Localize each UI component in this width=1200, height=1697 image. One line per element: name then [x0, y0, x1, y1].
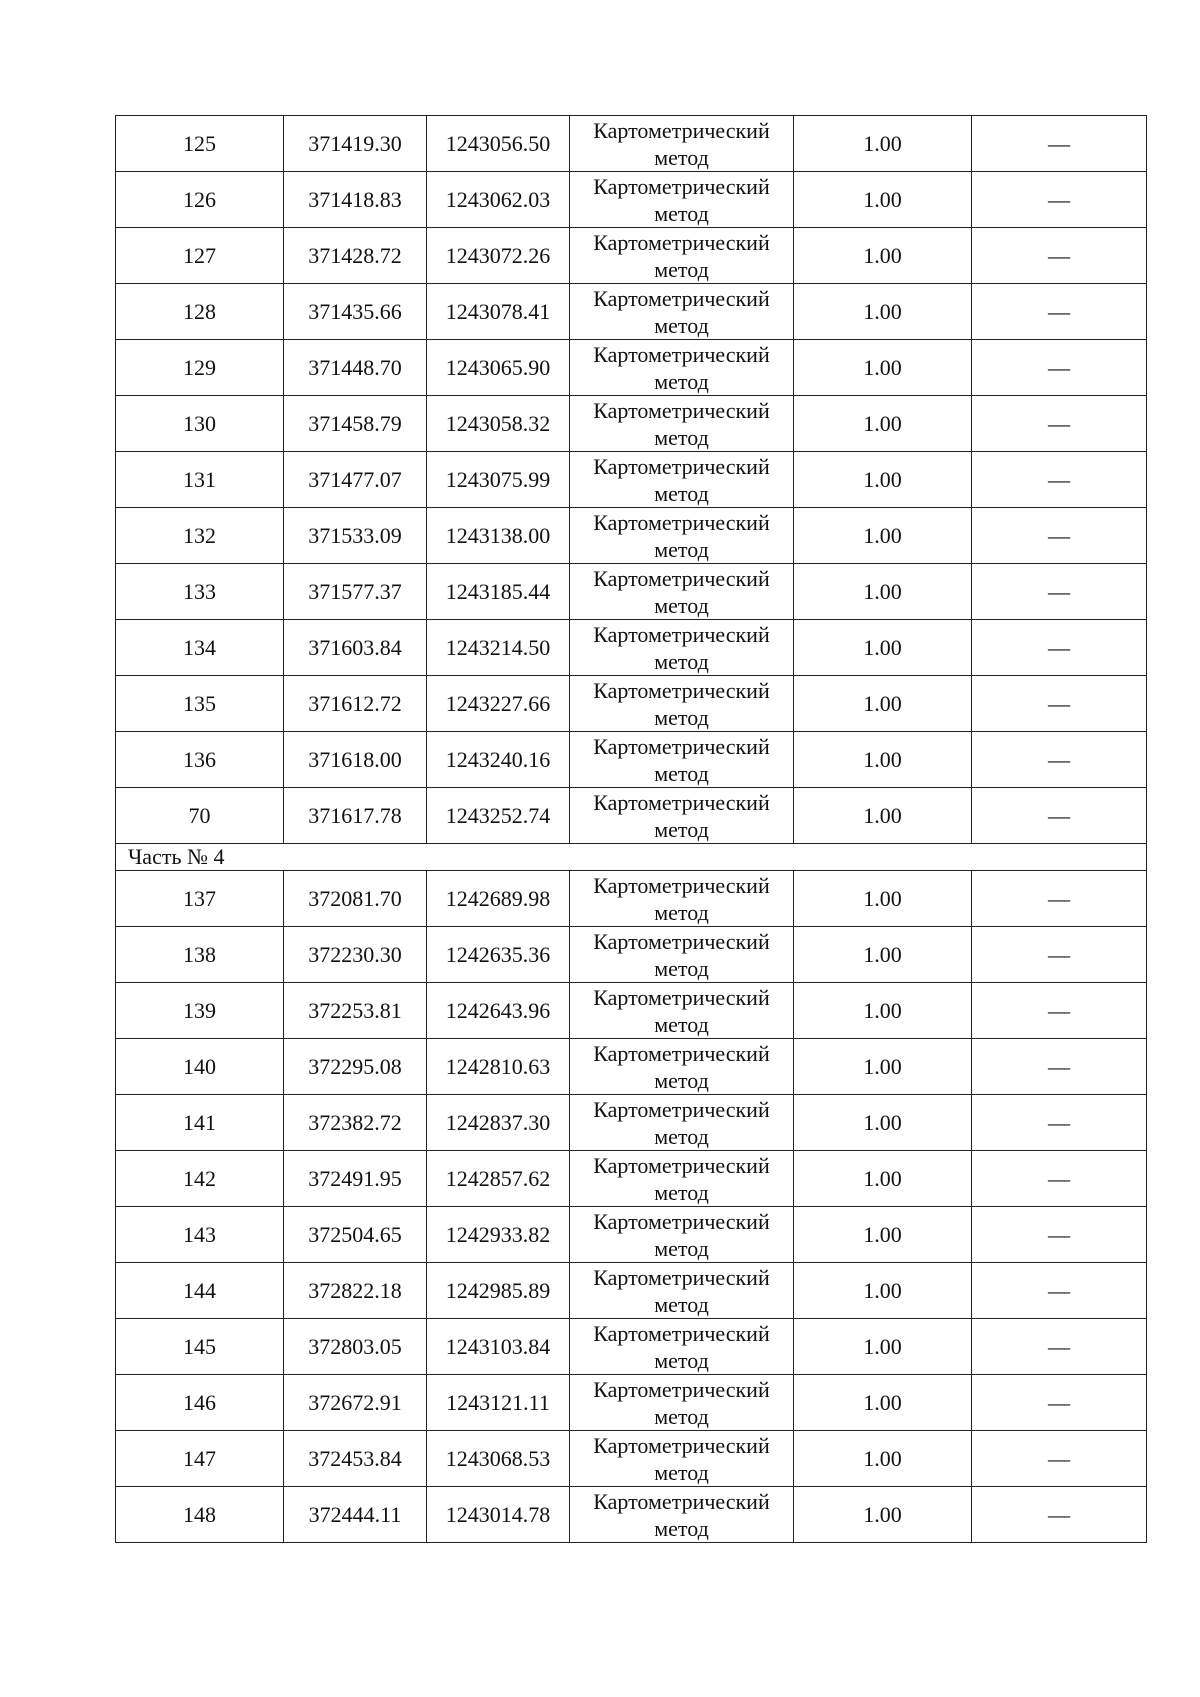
table-row [116, 284, 1147, 340]
accuracy-cell: 1.00 [794, 983, 972, 1039]
method-cell [570, 172, 794, 228]
y-coordinate-cell: 1242643.96 [427, 983, 570, 1039]
accuracy-cell: 1.00 [794, 1095, 972, 1151]
accuracy-cell: 1.00 [794, 788, 972, 844]
description-cell: — [972, 116, 1147, 172]
x-coordinate-cell: 372295.08 [284, 1039, 427, 1095]
method-line-2: метод [654, 592, 709, 618]
method-line-1: Картометрический [593, 1432, 770, 1458]
method-line-1: Картометрический [593, 1096, 770, 1122]
accuracy-cell: 1.00 [794, 1375, 972, 1431]
x-coordinate-cell: 372504.65 [284, 1207, 427, 1263]
y-coordinate-cell: 1243103.84 [427, 1319, 570, 1375]
x-coordinate-cell: 371618.00 [284, 732, 427, 788]
y-coordinate-cell: 1242933.82 [427, 1207, 570, 1263]
accuracy-cell: 1.00 [794, 732, 972, 788]
point-number-cell: 145 [116, 1319, 284, 1375]
x-coordinate-cell: 371448.70 [284, 340, 427, 396]
table-row [116, 340, 1147, 396]
method-line-1: Картометрический [593, 1488, 770, 1514]
method-line-2: метод [654, 899, 709, 925]
y-coordinate-cell: 1243078.41 [427, 284, 570, 340]
y-coordinate-cell: 1243014.78 [427, 1487, 570, 1543]
description-cell: — [972, 172, 1147, 228]
point-number-cell: 147 [116, 1431, 284, 1487]
method-line-2: метод [654, 424, 709, 450]
method-cell [570, 1039, 794, 1095]
method-line-2: метод [654, 480, 709, 506]
method-cell [570, 1375, 794, 1431]
point-number-cell: 143 [116, 1207, 284, 1263]
point-number-cell: 128 [116, 284, 284, 340]
coordinates-table [115, 115, 1147, 1543]
point-number-cell: 125 [116, 116, 284, 172]
y-coordinate-cell: 1242810.63 [427, 1039, 570, 1095]
method-line-2: метод [654, 1347, 709, 1373]
method-line-1: Картометрический [593, 229, 770, 255]
method-line-2: метод [654, 1459, 709, 1485]
accuracy-cell: 1.00 [794, 172, 972, 228]
point-number-cell: 133 [116, 564, 284, 620]
point-number-cell: 134 [116, 620, 284, 676]
accuracy-cell: 1.00 [794, 284, 972, 340]
method-cell [570, 1207, 794, 1263]
y-coordinate-cell: 1243227.66 [427, 676, 570, 732]
x-coordinate-cell: 371533.09 [284, 508, 427, 564]
description-cell: — [972, 1039, 1147, 1095]
method-cell [570, 871, 794, 927]
method-line-1: Картометрический [593, 984, 770, 1010]
method-line-1: Картометрический [593, 789, 770, 815]
method-cell [570, 564, 794, 620]
method-line-1: Картометрический [593, 117, 770, 143]
table-row [116, 1319, 1147, 1375]
accuracy-cell: 1.00 [794, 1487, 972, 1543]
method-line-2: метод [654, 816, 709, 842]
document-page [115, 115, 1146, 1543]
y-coordinate-cell: 1243240.16 [427, 732, 570, 788]
method-cell [570, 340, 794, 396]
x-coordinate-cell: 371418.83 [284, 172, 427, 228]
method-line-2: метод [654, 648, 709, 674]
description-cell: — [972, 1207, 1147, 1263]
description-cell: — [972, 983, 1147, 1039]
coordinates-table-body [116, 116, 1147, 1543]
point-number-cell: 130 [116, 396, 284, 452]
description-cell: — [972, 508, 1147, 564]
method-line-1: Картометрический [593, 565, 770, 591]
description-cell: — [972, 1263, 1147, 1319]
section-header-row [116, 844, 1147, 871]
table-row [116, 788, 1147, 844]
point-number-cell: 148 [116, 1487, 284, 1543]
method-cell [570, 732, 794, 788]
description-cell: — [972, 788, 1147, 844]
method-line-2: метод [654, 368, 709, 394]
accuracy-cell: 1.00 [794, 871, 972, 927]
method-cell [570, 1151, 794, 1207]
table-row [116, 1151, 1147, 1207]
y-coordinate-cell: 1242635.36 [427, 927, 570, 983]
y-coordinate-cell: 1243058.32 [427, 396, 570, 452]
y-coordinate-cell: 1243062.03 [427, 172, 570, 228]
table-row [116, 564, 1147, 620]
method-line-1: Картометрический [593, 1152, 770, 1178]
accuracy-cell: 1.00 [794, 452, 972, 508]
method-cell [570, 676, 794, 732]
section-label: Часть № 4 [116, 844, 1147, 871]
method-cell [570, 927, 794, 983]
method-line-2: метод [654, 200, 709, 226]
description-cell: — [972, 620, 1147, 676]
method-line-2: метод [654, 704, 709, 730]
method-cell [570, 1095, 794, 1151]
table-row [116, 871, 1147, 927]
y-coordinate-cell: 1242837.30 [427, 1095, 570, 1151]
method-cell [570, 116, 794, 172]
table-row [116, 1039, 1147, 1095]
method-line-2: метод [654, 1011, 709, 1037]
description-cell: — [972, 1431, 1147, 1487]
description-cell: — [972, 1375, 1147, 1431]
table-row [116, 1487, 1147, 1543]
x-coordinate-cell: 371435.66 [284, 284, 427, 340]
y-coordinate-cell: 1243252.74 [427, 788, 570, 844]
method-cell [570, 284, 794, 340]
method-line-1: Картометрический [593, 1320, 770, 1346]
method-line-2: метод [654, 1403, 709, 1429]
point-number-cell: 127 [116, 228, 284, 284]
y-coordinate-cell: 1242689.98 [427, 871, 570, 927]
x-coordinate-cell: 371617.78 [284, 788, 427, 844]
description-cell: — [972, 396, 1147, 452]
method-cell [570, 983, 794, 1039]
method-cell [570, 788, 794, 844]
accuracy-cell: 1.00 [794, 340, 972, 396]
table-row [116, 228, 1147, 284]
method-cell [570, 228, 794, 284]
method-line-1: Картометрический [593, 453, 770, 479]
method-line-2: метод [654, 955, 709, 981]
method-cell [570, 620, 794, 676]
method-line-2: метод [654, 536, 709, 562]
x-coordinate-cell: 371603.84 [284, 620, 427, 676]
accuracy-cell: 1.00 [794, 228, 972, 284]
method-cell [570, 1431, 794, 1487]
accuracy-cell: 1.00 [794, 116, 972, 172]
description-cell: — [972, 732, 1147, 788]
accuracy-cell: 1.00 [794, 1263, 972, 1319]
accuracy-cell: 1.00 [794, 508, 972, 564]
point-number-cell: 139 [116, 983, 284, 1039]
point-number-cell: 140 [116, 1039, 284, 1095]
x-coordinate-cell: 372444.11 [284, 1487, 427, 1543]
x-coordinate-cell: 371458.79 [284, 396, 427, 452]
y-coordinate-cell: 1243138.00 [427, 508, 570, 564]
accuracy-cell: 1.00 [794, 1207, 972, 1263]
accuracy-cell: 1.00 [794, 620, 972, 676]
method-line-1: Картометрический [593, 872, 770, 898]
method-line-1: Картометрический [593, 1264, 770, 1290]
point-number-cell: 131 [116, 452, 284, 508]
accuracy-cell: 1.00 [794, 1431, 972, 1487]
description-cell: — [972, 284, 1147, 340]
y-coordinate-cell: 1243121.11 [427, 1375, 570, 1431]
method-line-2: метод [654, 1291, 709, 1317]
table-row [116, 1095, 1147, 1151]
method-line-1: Картометрический [593, 1040, 770, 1066]
table-row [116, 927, 1147, 983]
point-number-cell: 132 [116, 508, 284, 564]
method-cell [570, 508, 794, 564]
accuracy-cell: 1.00 [794, 1151, 972, 1207]
description-cell: — [972, 927, 1147, 983]
method-line-2: метод [654, 1235, 709, 1261]
y-coordinate-cell: 1242857.62 [427, 1151, 570, 1207]
x-coordinate-cell: 372453.84 [284, 1431, 427, 1487]
point-number-cell: 137 [116, 871, 284, 927]
accuracy-cell: 1.00 [794, 676, 972, 732]
x-coordinate-cell: 372382.72 [284, 1095, 427, 1151]
table-row [116, 1375, 1147, 1431]
method-cell [570, 1263, 794, 1319]
y-coordinate-cell: 1243065.90 [427, 340, 570, 396]
y-coordinate-cell: 1243068.53 [427, 1431, 570, 1487]
point-number-cell: 136 [116, 732, 284, 788]
y-coordinate-cell: 1243075.99 [427, 452, 570, 508]
table-row [116, 116, 1147, 172]
table-row [116, 1263, 1147, 1319]
x-coordinate-cell: 371612.72 [284, 676, 427, 732]
y-coordinate-cell: 1243185.44 [427, 564, 570, 620]
table-row [116, 172, 1147, 228]
table-row [116, 1207, 1147, 1263]
method-line-1: Картометрический [593, 1208, 770, 1234]
x-coordinate-cell: 371419.30 [284, 116, 427, 172]
method-line-2: метод [654, 312, 709, 338]
point-number-cell: 141 [116, 1095, 284, 1151]
description-cell: — [972, 676, 1147, 732]
point-number-cell: 70 [116, 788, 284, 844]
method-cell [570, 452, 794, 508]
description-cell: — [972, 228, 1147, 284]
description-cell: — [972, 1487, 1147, 1543]
description-cell: — [972, 1151, 1147, 1207]
description-cell: — [972, 1095, 1147, 1151]
x-coordinate-cell: 372803.05 [284, 1319, 427, 1375]
description-cell: — [972, 452, 1147, 508]
point-number-cell: 129 [116, 340, 284, 396]
table-row [116, 676, 1147, 732]
description-cell: — [972, 340, 1147, 396]
method-line-1: Картометрический [593, 733, 770, 759]
method-line-1: Картометрический [593, 621, 770, 647]
table-row [116, 620, 1147, 676]
point-number-cell: 126 [116, 172, 284, 228]
table-row [116, 452, 1147, 508]
method-line-1: Картометрический [593, 928, 770, 954]
method-line-1: Картометрический [593, 173, 770, 199]
point-number-cell: 142 [116, 1151, 284, 1207]
method-line-2: метод [654, 760, 709, 786]
method-line-1: Картометрический [593, 677, 770, 703]
method-line-2: метод [654, 1067, 709, 1093]
x-coordinate-cell: 372230.30 [284, 927, 427, 983]
point-number-cell: 135 [116, 676, 284, 732]
y-coordinate-cell: 1242985.89 [427, 1263, 570, 1319]
x-coordinate-cell: 372253.81 [284, 983, 427, 1039]
y-coordinate-cell: 1243056.50 [427, 116, 570, 172]
method-line-1: Картометрический [593, 341, 770, 367]
x-coordinate-cell: 372672.91 [284, 1375, 427, 1431]
method-line-1: Картометрический [593, 285, 770, 311]
x-coordinate-cell: 372491.95 [284, 1151, 427, 1207]
accuracy-cell: 1.00 [794, 396, 972, 452]
method-line-2: метод [654, 144, 709, 170]
method-line-2: метод [654, 1515, 709, 1541]
method-line-1: Картометрический [593, 397, 770, 423]
method-line-1: Картометрический [593, 509, 770, 535]
description-cell: — [972, 564, 1147, 620]
table-row [116, 732, 1147, 788]
description-cell: — [972, 871, 1147, 927]
method-cell [570, 1319, 794, 1375]
x-coordinate-cell: 371577.37 [284, 564, 427, 620]
accuracy-cell: 1.00 [794, 1319, 972, 1375]
method-line-2: метод [654, 1123, 709, 1149]
accuracy-cell: 1.00 [794, 564, 972, 620]
point-number-cell: 144 [116, 1263, 284, 1319]
method-line-2: метод [654, 256, 709, 282]
x-coordinate-cell: 371428.72 [284, 228, 427, 284]
table-row [116, 1431, 1147, 1487]
table-row [116, 396, 1147, 452]
table-row [116, 983, 1147, 1039]
point-number-cell: 138 [116, 927, 284, 983]
x-coordinate-cell: 372081.70 [284, 871, 427, 927]
accuracy-cell: 1.00 [794, 1039, 972, 1095]
x-coordinate-cell: 371477.07 [284, 452, 427, 508]
y-coordinate-cell: 1243072.26 [427, 228, 570, 284]
accuracy-cell: 1.00 [794, 927, 972, 983]
table-row [116, 508, 1147, 564]
method-cell [570, 1487, 794, 1543]
point-number-cell: 146 [116, 1375, 284, 1431]
method-cell [570, 396, 794, 452]
y-coordinate-cell: 1243214.50 [427, 620, 570, 676]
description-cell: — [972, 1319, 1147, 1375]
method-line-2: метод [654, 1179, 709, 1205]
method-line-1: Картометрический [593, 1376, 770, 1402]
x-coordinate-cell: 372822.18 [284, 1263, 427, 1319]
